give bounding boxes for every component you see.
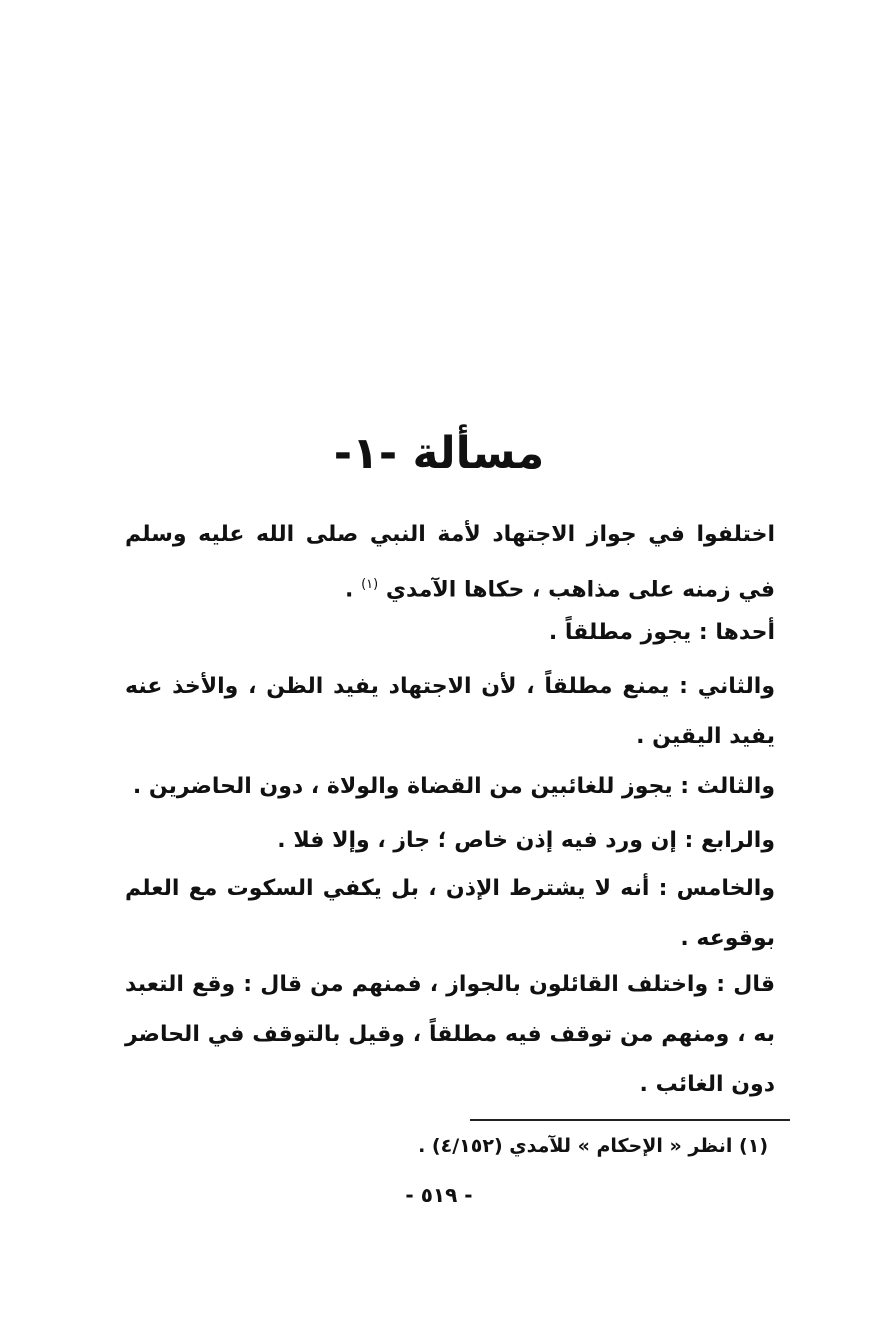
paragraph-intro bbox=[125, 510, 775, 615]
paragraph-fourth-opinion: والرابع : إن ورد فيه إذن خاص ؛ جاز ، وإلا فلا . bbox=[277, 828, 775, 853]
footnote-divider bbox=[470, 1119, 790, 1121]
page-number: - ٥١٩ - bbox=[405, 1183, 473, 1207]
paragraph-qal: قال : واختلف القائلون بالجواز ، فمنهم من قال : وقع التعبد به ، ومنهم من توقف فيه مطلقاً ، وقيل بالتوقف في الحاضر دون الغائب . bbox=[125, 972, 775, 1097]
footnote-reference: (١) bbox=[361, 577, 379, 592]
paragraph-third-opinion: والثالث : يجوز للغائبين من القضاة والولاة ، دون الحاضرين . bbox=[132, 774, 775, 799]
paragraph-fifth-opinion: والخامس : أنه لا يشترط الإذن ، بل يكفي السكوت مع العلم بوقوعه . bbox=[125, 876, 775, 951]
paragraph-intro-text: اختلفوا في جواز الاجتهاد لأمة النبي صلى الله عليه وسلم في زمنه على مذاهب ، حكاها الآمدي bbox=[125, 522, 775, 603]
paragraph-intro-tail: . bbox=[345, 577, 362, 603]
page-title: مسألة -١- bbox=[333, 428, 545, 479]
paragraph-second-opinion: والثاني : يمنع مطلقاً ، لأن الاجتهاد يفيد الظن ، والأخذ عنه يفيد اليقين . bbox=[125, 674, 775, 749]
paragraph-first-opinion: أحدها : يجوز مطلقاً . bbox=[548, 620, 775, 645]
footnote: (١) انظر « الإحكام » للآمدي (٤/١٥٢) . bbox=[418, 1135, 768, 1157]
